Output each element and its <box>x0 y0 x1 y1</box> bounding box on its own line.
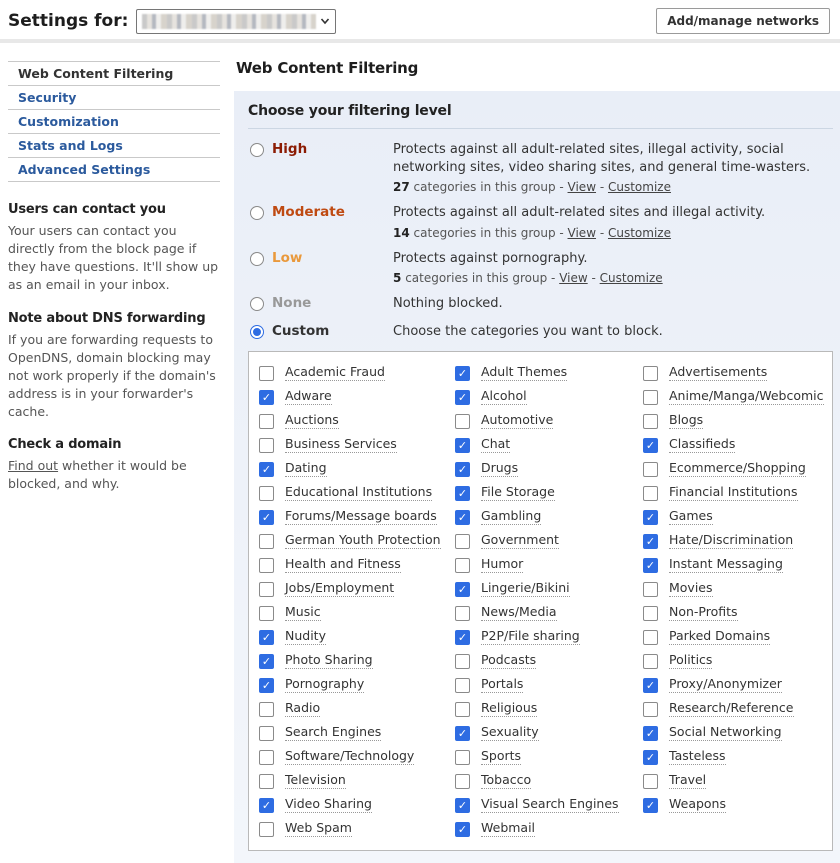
category-label[interactable]: Weapons <box>669 796 726 812</box>
checkbox-travel[interactable] <box>643 774 658 789</box>
main-content <box>220 59 840 863</box>
sidebar-item-stats-and-logs[interactable]: Stats and Logs <box>8 134 220 158</box>
sidebar-section-heading: Check a domain <box>8 437 122 453</box>
category-label[interactable]: Games <box>669 508 713 524</box>
checkbox-politics[interactable] <box>643 654 658 669</box>
category-item-financial-institutions <box>641 481 824 505</box>
checkbox-adult-themes[interactable]: ✓ <box>455 366 470 381</box>
category-label[interactable]: P2P/File sharing <box>481 628 580 644</box>
page-title: Web Content Filtering <box>236 59 419 77</box>
checkbox-file-storage[interactable]: ✓ <box>455 486 470 501</box>
sidebar-section-check-domain <box>8 437 220 493</box>
category-item-dating <box>257 457 453 481</box>
checkbox-search-engines[interactable] <box>259 726 274 741</box>
category-label[interactable]: Hate/Discrimination <box>669 532 794 548</box>
level-left <box>248 204 393 239</box>
category-item-anime-manga-webcomic <box>641 385 824 409</box>
checkbox-adware[interactable]: ✓ <box>259 390 274 405</box>
checkbox-chat[interactable]: ✓ <box>455 438 470 453</box>
checkbox-gambling[interactable]: ✓ <box>455 510 470 525</box>
radio-custom[interactable] <box>250 325 264 339</box>
category-item-jobs-employment <box>257 577 453 601</box>
category-item-proxy-anonymizer <box>641 673 824 697</box>
category-label[interactable]: German Youth Protection <box>285 532 441 548</box>
top-bar <box>0 0 840 39</box>
category-label[interactable]: Ecommerce/Shopping <box>669 460 806 476</box>
category-item-movies <box>641 577 824 601</box>
sidebar-nav <box>8 61 220 182</box>
category-item-advertisements <box>641 361 824 385</box>
checkbox-sports[interactable] <box>455 750 470 765</box>
checkbox-lingerie-bikini[interactable]: ✓ <box>455 582 470 597</box>
category-item-p2p-file-sharing <box>453 625 641 649</box>
category-item-sports <box>453 745 641 769</box>
category-item-adware <box>257 385 453 409</box>
checkbox-portals[interactable] <box>455 678 470 693</box>
category-item-weapons <box>641 793 824 817</box>
category-item-portals <box>453 673 641 697</box>
category-label[interactable]: Sports <box>481 748 522 764</box>
category-label[interactable]: Advertisements <box>669 364 768 380</box>
checkbox-automotive[interactable] <box>455 414 470 429</box>
checkbox-ecommerce-shopping[interactable] <box>643 462 658 477</box>
category-label[interactable]: Religious <box>481 700 538 716</box>
level-description: Protects against all adult-related sites and illegal activity. <box>393 205 766 221</box>
level-left <box>248 295 393 313</box>
category-label[interactable]: Podcasts <box>481 652 537 668</box>
category-label[interactable]: Jobs/Employment <box>285 580 395 596</box>
category-label[interactable]: Web Spam <box>285 820 352 836</box>
checkbox-auctions[interactable] <box>259 414 274 429</box>
category-item-business-services <box>257 433 453 457</box>
category-label[interactable]: Tobacco <box>481 772 532 788</box>
level-description: Choose the categories you want to block. <box>393 323 663 339</box>
category-item-photo-sharing <box>257 649 453 673</box>
find-out-link[interactable]: Find out <box>8 458 59 474</box>
settings-for-label: Settings for: <box>8 11 129 31</box>
category-item-research-reference <box>641 697 824 721</box>
category-item-forums-message-boards <box>257 505 453 529</box>
sidebar <box>8 59 220 509</box>
view-link[interactable]: View <box>567 180 597 195</box>
category-item-nudity <box>257 625 453 649</box>
radio-high[interactable] <box>250 143 264 157</box>
category-grid <box>257 361 824 841</box>
checkbox-jobs-employment[interactable] <box>259 582 274 597</box>
category-item-educational-institutions <box>257 481 453 505</box>
category-item-hate-discrimination <box>641 529 824 553</box>
category-item-auctions <box>257 409 453 433</box>
sidebar-section-dns-forwarding <box>8 311 220 422</box>
category-item-academic-fraud <box>257 361 453 385</box>
category-item-ecommerce-shopping <box>641 457 824 481</box>
category-label[interactable]: Adware <box>285 388 332 404</box>
category-count-suffix: categories in this group <box>413 225 556 240</box>
level-name[interactable]: Low <box>272 249 303 266</box>
checkbox-anime-manga-webcomic[interactable] <box>643 390 658 405</box>
level-description: Protects against all adult-related sites, illegal activity, social networking sites, video sharing sites, and general time-wasters. <box>393 142 811 176</box>
add-manage-networks-button[interactable]: Add/manage networks <box>656 8 830 34</box>
category-label[interactable]: Visual Search Engines <box>481 796 619 812</box>
category-count: 5 <box>393 270 402 285</box>
category-item-travel <box>641 769 824 793</box>
category-label[interactable]: Travel <box>669 772 707 788</box>
category-label[interactable]: Instant Messaging <box>669 556 783 572</box>
customize-link[interactable]: Customize <box>599 270 663 285</box>
sidebar-section-body <box>8 457 220 493</box>
category-item-instant-messaging <box>641 553 824 577</box>
category-item-search-engines <box>257 721 453 745</box>
category-label[interactable]: Photo Sharing <box>285 652 373 668</box>
sidebar-item-web-content-filtering[interactable]: Web Content Filtering <box>8 62 220 86</box>
category-label[interactable]: Anime/Manga/Webcomic <box>669 388 824 404</box>
view-link[interactable]: View <box>567 225 597 240</box>
category-label[interactable]: Portals <box>481 676 524 692</box>
category-item-chat <box>453 433 641 457</box>
level-name[interactable]: High <box>272 141 308 157</box>
customize-link[interactable]: Customize <box>607 225 671 240</box>
category-item-web-spam <box>257 817 453 841</box>
category-label[interactable]: Academic Fraud <box>285 364 385 380</box>
category-label[interactable]: Research/Reference <box>669 700 794 716</box>
category-item-automotive <box>453 409 641 433</box>
category-count-suffix: categories in this group <box>413 180 556 195</box>
checkbox-news-media[interactable] <box>455 606 470 621</box>
category-item-adult-themes <box>453 361 641 385</box>
category-label[interactable]: Software/Technology <box>285 748 415 764</box>
category-item-webmail <box>453 817 641 841</box>
filter-levels <box>248 129 833 341</box>
checkbox-forums-message-boards[interactable]: ✓ <box>259 510 274 525</box>
category-label[interactable]: Video Sharing <box>285 796 372 812</box>
sidebar-section-body: If you are forwarding requests to OpenDNS, domain blocking may not work properly if the domain's address is in your forwarder's cache. <box>8 331 216 419</box>
checkbox-non-profits[interactable] <box>643 606 658 621</box>
category-label[interactable]: Politics <box>669 652 713 668</box>
category-count: 14 <box>393 225 410 240</box>
chevron-down-icon <box>320 16 330 26</box>
category-item-tasteless <box>641 745 824 769</box>
network-select-masked-value <box>142 14 316 29</box>
level-description: Protects against pornography. <box>393 250 588 266</box>
category-label[interactable]: Radio <box>285 700 321 716</box>
checkbox-photo-sharing[interactable]: ✓ <box>259 654 274 669</box>
category-item-non-profits <box>641 601 824 625</box>
filtering-level-panel <box>234 91 840 863</box>
sidebar-section-body: Your users can contact you directly from the block page if they have questions. It'll show up as an email in your inbox. <box>8 223 219 293</box>
category-label[interactable]: Sexuality <box>481 724 539 740</box>
checkbox-academic-fraud[interactable] <box>259 366 274 381</box>
checkbox-video-sharing[interactable]: ✓ <box>259 798 274 813</box>
category-item-drugs <box>453 457 641 481</box>
filter-level-row-high <box>248 141 833 194</box>
category-box <box>248 351 833 851</box>
radio-moderate[interactable] <box>250 206 264 220</box>
filter-level-row-low <box>248 250 833 285</box>
sidebar-section-heading: Users can contact you <box>8 202 166 217</box>
level-right <box>393 204 833 239</box>
category-item-german-youth-protection <box>257 529 453 553</box>
category-label[interactable]: Automotive <box>481 412 554 428</box>
category-label[interactable]: Government <box>481 532 559 548</box>
sidebar-item-advanced-settings[interactable]: Advanced Settings <box>8 158 220 182</box>
category-label[interactable]: Blogs <box>669 412 704 428</box>
filter-level-row-custom <box>248 323 833 341</box>
customize-link[interactable]: Customize <box>607 180 671 195</box>
checkbox-humor[interactable] <box>455 558 470 573</box>
sidebar-section-heading: Note about DNS forwarding <box>8 310 206 326</box>
category-label[interactable]: Social Networking <box>669 724 782 740</box>
category-item-alcohol <box>453 385 641 409</box>
level-right <box>393 141 833 194</box>
checkbox-religious[interactable] <box>455 702 470 717</box>
level-left <box>248 141 393 194</box>
category-item-games <box>641 505 824 529</box>
category-item-file-storage <box>453 481 641 505</box>
checkbox-educational-institutions[interactable] <box>259 486 274 501</box>
checkbox-health-and-fitness[interactable] <box>259 558 274 573</box>
checkbox-tobacco[interactable] <box>455 774 470 789</box>
checkbox-research-reference[interactable] <box>643 702 658 717</box>
checkbox-business-services[interactable] <box>259 438 274 453</box>
level-left <box>248 250 393 285</box>
filter-level-row-none <box>248 295 833 313</box>
level-name[interactable]: None <box>272 294 312 311</box>
category-label[interactable]: Forums/Message boards <box>285 508 437 524</box>
category-count: 27 <box>393 180 410 195</box>
category-label[interactable]: Music <box>285 604 321 620</box>
checkbox-games[interactable]: ✓ <box>643 510 658 525</box>
category-item-pornography <box>257 673 453 697</box>
category-label[interactable]: Dating <box>285 460 327 476</box>
checkbox-classifieds[interactable]: ✓ <box>643 438 658 453</box>
checkbox-hate-discrimination[interactable]: ✓ <box>643 534 658 549</box>
checkbox-alcohol[interactable]: ✓ <box>455 390 470 405</box>
category-item-sexuality <box>453 721 641 745</box>
category-item-politics <box>641 649 824 673</box>
category-label[interactable]: Educational Institutions <box>285 484 433 500</box>
sidebar-section-contact <box>8 202 220 295</box>
category-label[interactable]: Financial Institutions <box>669 484 798 500</box>
checkbox-nudity[interactable]: ✓ <box>259 630 274 645</box>
view-link[interactable]: View <box>559 270 588 285</box>
checkbox-weapons[interactable]: ✓ <box>643 798 658 813</box>
sidebar-section-body-rest: whether it would be blocked, and why. <box>8 458 187 492</box>
category-item-tobacco <box>453 769 641 793</box>
level-left <box>248 323 393 341</box>
category-item-video-sharing <box>257 793 453 817</box>
category-label[interactable]: Business Services <box>285 436 397 452</box>
level-right <box>393 295 833 313</box>
category-label[interactable]: Non-Profits <box>669 604 738 620</box>
checkbox-tasteless[interactable]: ✓ <box>643 750 658 765</box>
panel-heading: Choose your filtering level <box>248 103 833 129</box>
checkbox-parked-domains[interactable] <box>643 630 658 645</box>
level-right <box>393 323 833 341</box>
category-label[interactable]: Television <box>285 772 346 788</box>
category-item-parked-domains <box>641 625 824 649</box>
category-label[interactable]: Drugs <box>481 460 519 476</box>
category-label[interactable]: File Storage <box>481 484 555 500</box>
level-name[interactable]: Moderate <box>272 204 345 221</box>
checkbox-financial-institutions[interactable] <box>643 486 658 501</box>
checkbox-podcasts[interactable] <box>455 654 470 669</box>
filter-level-row-moderate <box>248 204 833 239</box>
checkbox-advertisements[interactable] <box>643 366 658 381</box>
checkbox-instant-messaging[interactable]: ✓ <box>643 558 658 573</box>
checkbox-drugs[interactable]: ✓ <box>455 462 470 477</box>
category-item-lingerie-bikini <box>453 577 641 601</box>
category-label[interactable]: Search Engines <box>285 724 382 740</box>
level-meta: 27 categories in this group - View - Customize <box>393 180 671 195</box>
checkbox-webmail[interactable]: ✓ <box>455 822 470 837</box>
category-label[interactable]: Movies <box>669 580 713 596</box>
level-right <box>393 250 833 285</box>
checkbox-proxy-anonymizer[interactable]: ✓ <box>643 678 658 693</box>
category-item-music <box>257 601 453 625</box>
checkbox-german-youth-protection[interactable] <box>259 534 274 549</box>
category-label[interactable]: Gambling <box>481 508 542 524</box>
checkbox-movies[interactable] <box>643 582 658 597</box>
category-label[interactable]: Parked Domains <box>669 628 771 644</box>
sidebar-item-customization[interactable]: Customization <box>8 110 220 134</box>
category-label[interactable]: Alcohol <box>481 388 527 404</box>
radio-none[interactable] <box>250 297 264 311</box>
category-count-suffix: categories in this group <box>405 270 548 285</box>
checkbox-music[interactable] <box>259 606 274 621</box>
category-label[interactable]: Chat <box>481 436 511 452</box>
category-label[interactable]: Health and Fitness <box>285 556 401 572</box>
category-item-health-and-fitness <box>257 553 453 577</box>
radio-low[interactable] <box>250 252 264 266</box>
category-label[interactable]: Humor <box>481 556 524 572</box>
network-select[interactable] <box>136 9 336 34</box>
category-label[interactable]: Pornography <box>285 676 365 692</box>
category-item-government <box>453 529 641 553</box>
category-label[interactable]: Lingerie/Bikini <box>481 580 570 596</box>
category-item-podcasts <box>453 649 641 673</box>
checkbox-visual-search-engines[interactable]: ✓ <box>455 798 470 813</box>
checkbox-web-spam[interactable] <box>259 822 274 837</box>
checkbox-software-technology[interactable] <box>259 750 274 765</box>
level-name[interactable]: Custom <box>272 322 330 339</box>
category-label[interactable]: Tasteless <box>669 748 726 764</box>
category-item-gambling <box>453 505 641 529</box>
category-item-software-technology <box>257 745 453 769</box>
category-label[interactable]: Nudity <box>285 628 326 644</box>
sidebar-item-security[interactable]: Security <box>8 86 220 110</box>
category-label[interactable]: Classifieds <box>669 436 736 452</box>
checkbox-radio[interactable] <box>259 702 274 717</box>
level-description: Nothing blocked. <box>393 295 503 311</box>
category-item-social-networking <box>641 721 824 745</box>
checkbox-television[interactable] <box>259 774 274 789</box>
checkbox-pornography[interactable]: ✓ <box>259 678 274 693</box>
category-item-radio <box>257 697 453 721</box>
category-label[interactable]: Adult Themes <box>481 364 568 380</box>
checkbox-sexuality[interactable]: ✓ <box>455 726 470 741</box>
checkbox-dating[interactable]: ✓ <box>259 462 274 477</box>
checkbox-blogs[interactable] <box>643 414 658 429</box>
category-label[interactable]: Proxy/Anonymizer <box>669 676 782 692</box>
category-item-classifieds <box>641 433 824 457</box>
category-label[interactable]: Auctions <box>285 412 339 428</box>
category-item-visual-search-engines <box>453 793 641 817</box>
checkbox-p2p-file-sharing[interactable]: ✓ <box>455 630 470 645</box>
level-meta: 5 categories in this group - View - Customize <box>393 270 663 285</box>
checkbox-government[interactable] <box>455 534 470 549</box>
category-item-television <box>257 769 453 793</box>
category-item-religious <box>453 697 641 721</box>
category-label[interactable]: News/Media <box>481 604 557 620</box>
checkbox-social-networking[interactable]: ✓ <box>643 726 658 741</box>
level-meta: 14 categories in this group - View - Customize <box>393 225 671 240</box>
category-item-blogs <box>641 409 824 433</box>
category-item-news-media <box>453 601 641 625</box>
category-label[interactable]: Webmail <box>481 820 536 836</box>
category-item-humor <box>453 553 641 577</box>
